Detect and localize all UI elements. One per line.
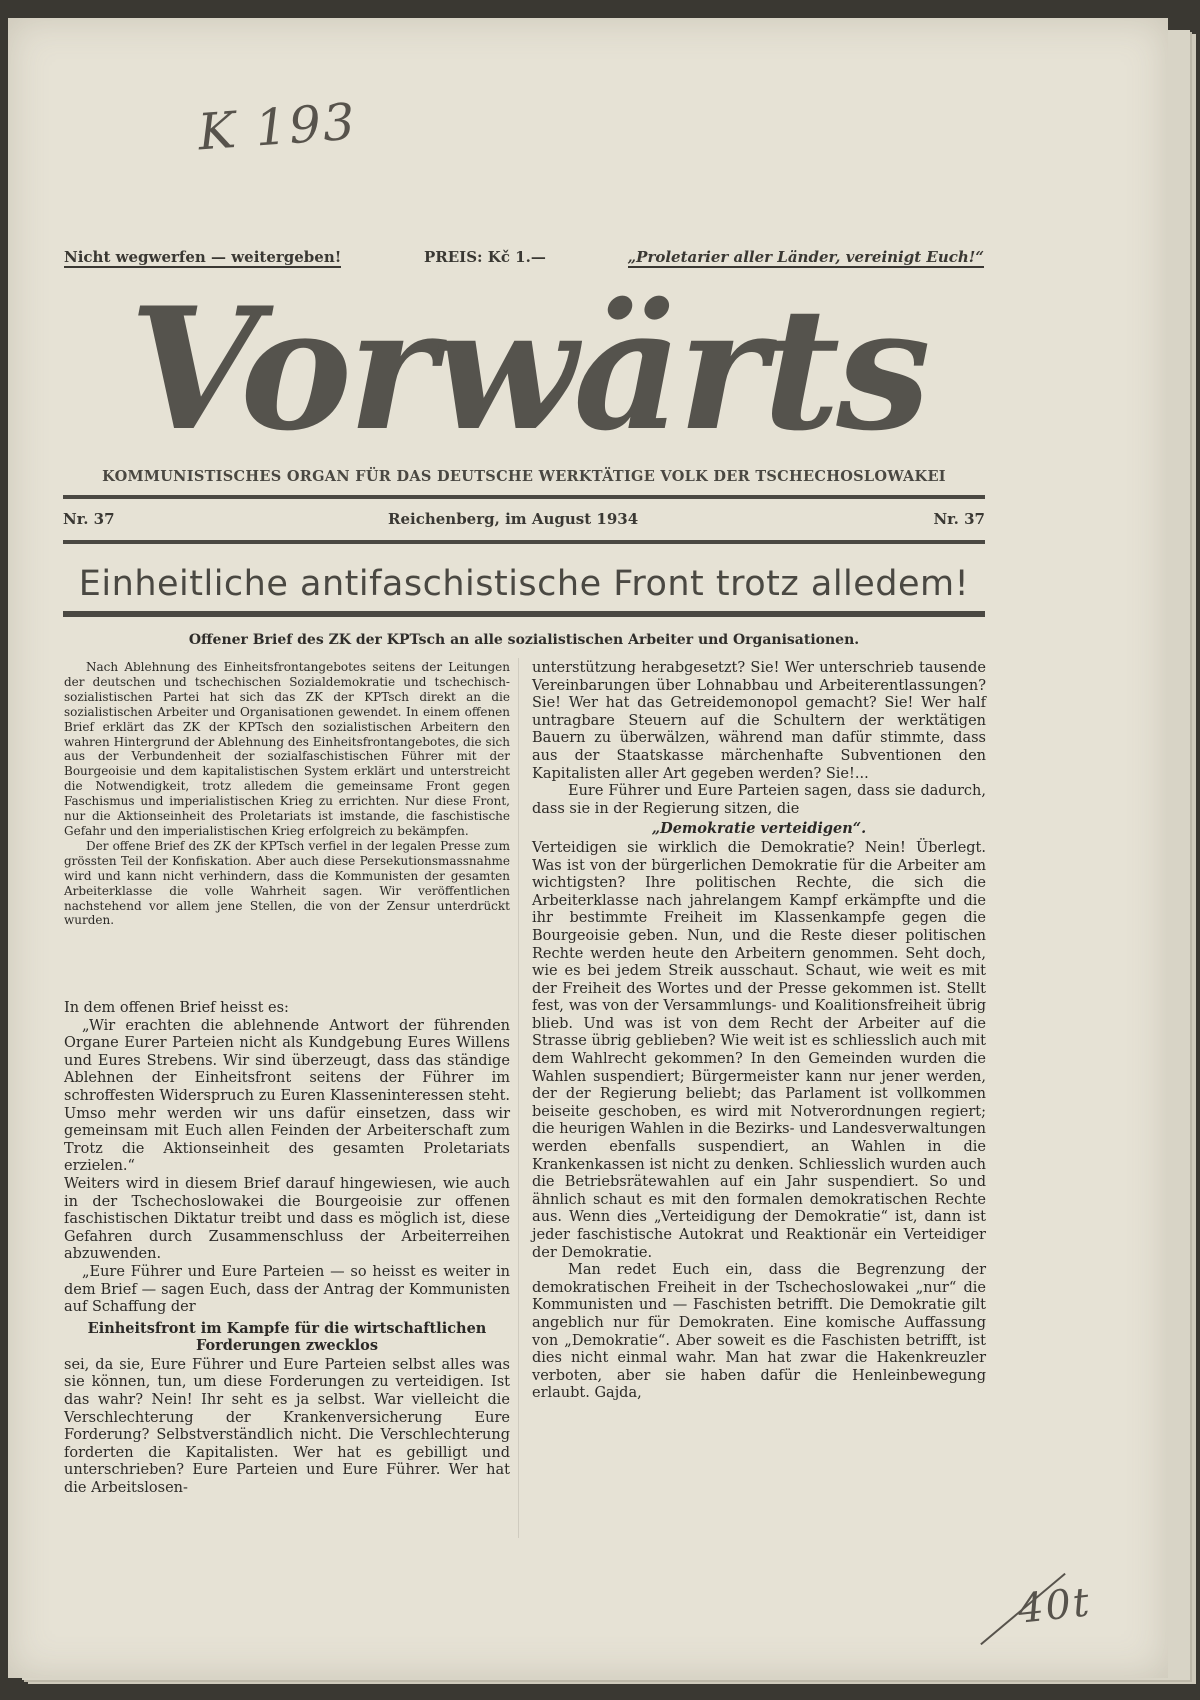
newspaper-page: [8, 18, 1168, 1678]
slogan-left: Nicht wegwerfen — weitergeben!: [64, 248, 342, 266]
section-subhead: Einheitsfront im Kampfe für die wirtschaftlichen Forderungen zwecklos: [87, 1319, 487, 1355]
body-paragraph: „Wir erachten die ablehnende Antwort der führenden Organe Eurer Parteien nicht als Kundgebung Eures Willens und Eures Strebens. Wir sind überzeugt, dass das ständige Ablehnen der Einheitsfront seitens der Führer im schroffesten Widerspruch zu Euren Klasseninteressen steht. Umso mehr werden wir uns dafür einsetzen, dass wir gemeinsam mit Euch allen Feinden der Arbeiterschaft zum Trotz die Aktionseinheit des gesamten Proletariats erzielen.“: [64, 1017, 510, 1175]
article-headline: Einheitliche antifaschistische Front trotz alledem!: [78, 564, 970, 604]
intro-column: [64, 660, 510, 928]
body-paragraph: In dem offenen Brief heisst es:: [64, 1000, 289, 1016]
place-date: Reichenberg, im August 1934: [388, 510, 639, 528]
slogan-right: „Proletarier aller Länder, vereinigt Euch!“: [627, 248, 984, 266]
masthead-subtitle: KOMMUNISTISCHES ORGAN FÜR DAS DEUTSCHE WERKTÄTIGE VOLK DER TSCHECHOSLOWAKEI: [102, 468, 946, 485]
right-column: [532, 660, 986, 1403]
handwritten-catalog-mark: K 193: [196, 92, 359, 162]
masthead-logo: [88, 278, 968, 468]
body-paragraph: Man redet Euch ein, dass die Begrenzung der demokratischen Freiheit in der Tschechoslowakei „nur“ die Kommunisten und — Faschisten betrifft. Die Demokratie gilt angeblich nur für Demokraten. Eine komische Auffassung von „Demokratie“. Aber soweit es die Faschisten betrifft, ist dies nicht einmal wahr. Man hat zwar die Hakenkreuzler verboten, aber sie haben dafür die Henleinbewegung erlaubt. Gajda,: [532, 1262, 986, 1402]
issue-number-left: Nr. 37: [63, 510, 115, 528]
price: PREIS: Kč 1.—: [424, 248, 546, 266]
section-subhead: „Demokratie verteidigen“.: [651, 820, 867, 838]
masthead-title: Vorwärts: [129, 278, 927, 468]
column-divider: [518, 658, 519, 1538]
issue-number-right: Nr. 37: [933, 510, 985, 528]
left-column: [64, 1000, 510, 1498]
body-paragraph: Weiters wird in diesem Brief darauf hingewiesen, wie auch in der Tschechoslowakei die Bourgeoisie zur offenen faschistischen Diktatur treibt und dass es möglich ist, diese Gefahren durch Zusammenschluss der Arbeiterreihen abzuwenden.: [64, 1175, 510, 1263]
rule-top: [63, 495, 985, 499]
top-line: [64, 240, 984, 270]
body-paragraph: Eure Führer und Eure Parteien sagen, dass sie dadurch, dass sie in der Regierung sitzen, die: [532, 783, 986, 817]
body-paragraph: unterstützung herabgesetzt? Sie! Wer unterschrieb tausende Vereinbarungen über Lohnabbau und Arbeiterentlassungen? Sie! Wer hat das Getreidemonopol gemacht? Sie! Wer half untragbare Steuern auf die Schultern der werktätigen Bauern zu überwälzen, während man dafür stimmte, dass aus der Staatskasse märchenhafte Subventionen den Kapitalisten aller Art gegeben werden? Sie!...: [532, 660, 986, 782]
body-paragraph: „Eure Führer und Eure Parteien — so heisst es weiter in dem Brief — sagen Euch, dass der Antrag der Kommunisten auf Schaffung der: [64, 1263, 510, 1316]
rule-headline: [63, 611, 985, 617]
body-paragraph: Verteidigen sie wirklich die Demokratie? Nein! Überlegt. Was ist von der bürgerlichen Demokratie für die Arbeiter am wichtigsten? Ihre politischen Rechte, die sich die Arbeiterklasse nach jahrelangem Kampf erkämpfte und die ihr bestimmte Freiheit im Klassenkampfe gegen die Bourgeoisie geben. Nun, und die Reste dieser politischen Rechte werden heute den Arbeitern genommen. Seht doch, wie es bei jedem Streik ausschaut. Schaut, wie weit es mit der Freiheit des Wortes und der Presse gekommen ist. Stellt fest, was von der Versammlungs- und Koalitionsfreiheit übrig blieb. Und was ist von dem Recht der Arbeiter auf die Strasse übrig geblieben? Wie weit ist es schliesslich auch mit dem Wahlrecht gekommen? In den Gemeinden wurden die Wahlen suspendiert; Bürgermeister kann nur jener werden, der der Regierung beliebt; das Parlament ist vollkommen beiseite geschoben, es wird mit Notverordnungen regiert; die heurigen Wahlen in die Bezirks- und Landesverwaltungen werden ebenfalls suspendiert, an Wahlen in die Krankenkassen ist nicht zu denken. Schliesslich wurden auch die Betriebsrätewahlen auf ein Jahr suspendiert. So und ähnlich schaut es mit den formalen demokratischen Rechte aus. Wenn dies „Verteidigung der Demokratie“ ist, dann ist jeder faschistische Autokrat und Reaktionär ein Verteidiger der Demokratie.: [532, 839, 986, 1261]
rule-mid: [63, 540, 985, 544]
article-deck: Offener Brief des ZK der KPTsch an alle sozialistischen Arbeiter und Organisationen.: [188, 632, 860, 648]
intro-paragraph: Nach Ablehnung des Einheitsfrontangebotes seitens der Leitungen der deutschen und tschechischen Sozialdemokratie und tschechisch-sozialistischen Partei hat sich das ZK der KPTsch direkt an die sozialistischen Arbeiter und Organisationen gewendet. In einem offenen Brief erklärt das ZK der KPTsch den sozialistischen Arbeitern den wahren Hintergrund der Ablehnung des Einheitsfrontangebotes, die sich aus der Verbundenheit der sozialfaschistischen Führer mit der Bourgeoisie und dem kapitalistischen System erklärt und unterstreicht die Notwendigkeit, trotz alledem die gemeinsame Front gegen Faschismus und imperialistischen Krieg zu errichten. Nur diese Front, nur die Aktionseinheit des Proletariats ist imstande, die faschistische Gefahr und den imperialistischen Krieg erfolgreich zu bekämpfen.: [64, 660, 510, 838]
handwritten-bottom-mark: 40t: [1015, 1579, 1094, 1633]
issue-row: [63, 508, 985, 532]
body-paragraph: sei, da sie, Eure Führer und Eure Parteien selbst alles was sie können, tun, um diese Forderungen zu verteidigen. Ist das wahr? Nein! Ihr seht es ja selbst. War vielleicht die Verschlechterung der Krankenversicherung Eure Forderung? Selbstverständlich nicht. Die Verschlechterung forderten die Kapitalisten. Wer hat es gebilligt und unterschrieben? Eure Parteien und Eure Führer. Wer hat die Arbeitslosen-: [64, 1356, 510, 1497]
intro-paragraph: Der offene Brief des ZK der KPTsch verfiel in der legalen Presse zum grössten Teil der Konfiskation. Aber auch diese Persekutionsmassnahme wird und kann nicht verhindern, dass die Kommunisten der gesamten Arbeiterklasse die volle Wahrheit sagen. Wir veröffentlichen nachstehend vor allem jene Stellen, die von der Zensur unterdrückt wurden.: [64, 838, 510, 928]
